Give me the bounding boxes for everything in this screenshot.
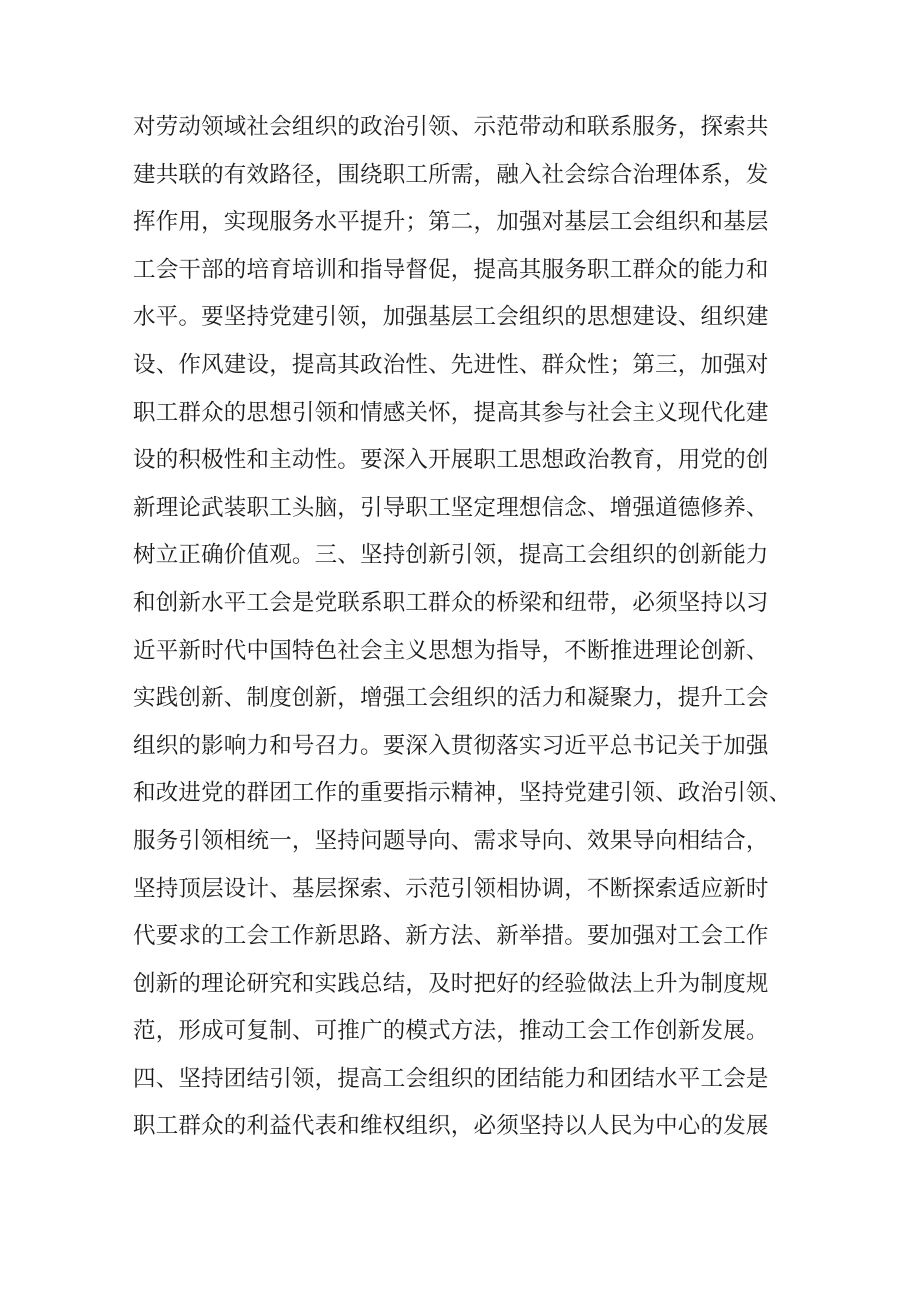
text-line: 挥作用，实现服务水平提升；第二，加强对基层工会组织和基层 (133, 209, 769, 236)
text-line: 职工群众的利益代表和维权组织，必须坚持以人民为中心的发展 (133, 1113, 769, 1140)
text-line: 组织的影响力和号召力。要深入贯彻落实习近平总书记关于加强 (133, 732, 769, 759)
text-line: 对劳动领域社会组织的政治引领、示范带动和联系服务，探索共 (133, 114, 769, 140)
text-line: 四、坚持团结引领，提高工会组织的团结能力和团结水平工会是 (133, 1065, 769, 1092)
text-line: 代要求的工会工作新思路、新方法、新举措。要加强对工会工作 (133, 923, 769, 950)
text-line: 建共联的有效路径，围绕职工所需，融入社会综合治理体系，发 (133, 161, 769, 188)
text-line: 新理论武装职工头脑，引导职工坚定理想信念、增强道德修养、 (133, 494, 769, 521)
text-line: 实践创新、制度创新，增强工会组织的活力和凝聚力，提升工会 (133, 685, 769, 712)
text-line: 创新的理论研究和实践总结，及时把好的经验做法上升为制度规 (133, 970, 769, 997)
text-line: 坚持顶层设计、基层探索、示范引领相协调，不断探索适应新时 (133, 875, 769, 902)
text-line: 设的积极性和主动性。要深入开展职工思想政治教育，用党的创 (133, 447, 769, 474)
text-line: 和改进党的群团工作的重要指示精神，坚持党建引领、政治引领、 (133, 780, 792, 807)
text-line: 工会干部的培育培训和指导督促，提高其服务职工群众的能力和 (133, 256, 769, 283)
text-line: 职工群众的思想引领和情感关怀，提高其参与社会主义现代化建 (133, 399, 769, 426)
text-line: 范，形成可复制、可推广的模式方法，推动工会工作创新发展。 (133, 1018, 769, 1045)
text-line: 近平新时代中国特色社会主义思想为指导，不断推进理论创新、 (133, 637, 769, 664)
text-line: 水平。要坚持党建引领，加强基层工会组织的思想建设、组织建 (133, 304, 769, 331)
text-line: 树立正确价值观。三、坚持创新引领，提高工会组织的创新能力 (133, 542, 769, 569)
text-line: 服务引领相统一，坚持问题导向、需求导向、效果导向相结合， (133, 827, 769, 854)
text-line: 和创新水平工会是党联系职工群众的桥梁和纽带，必须坚持以习 (133, 589, 769, 616)
text-line: 设、作风建设，提高其政治性、先进性、群众性；第三，加强对 (133, 351, 769, 378)
body-text (133, 104, 813, 1151)
